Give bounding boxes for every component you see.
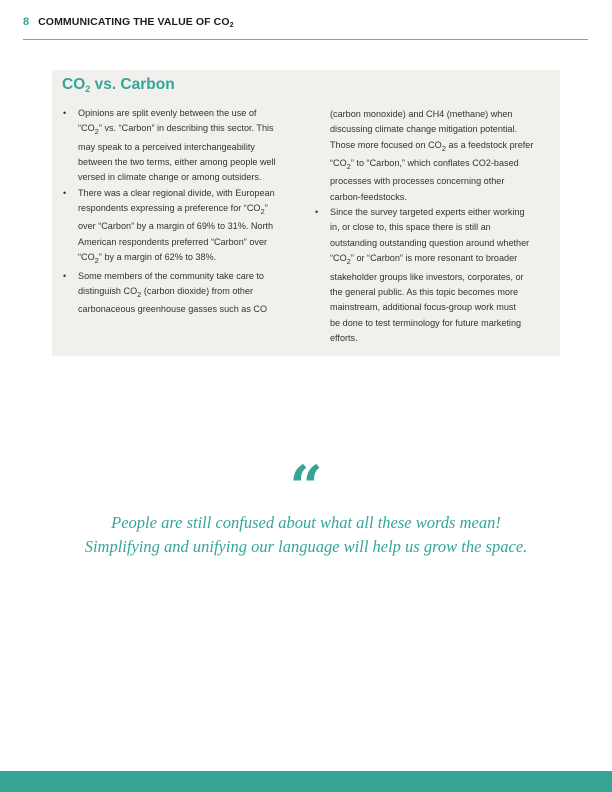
right-column: [314, 107, 546, 347]
page-header: [23, 13, 588, 40]
pull-quote: People are still confused about what all these words mean! Simplifying and unifying our language will help us grow the space.: [84, 513, 528, 556]
bullet-icon: •: [63, 270, 67, 281]
list-item: • Some members of the community take care to distinguish $CO_2$ (carbon dioxide) from other carbonaceous greenhouse gasses such as CO: [63, 270, 268, 315]
bullet-list: [62, 106, 297, 318]
list-item: • There was a clear regional divide, with European respondents expressing a preference for “$CO_2$” over “Carbon” by a margin of 69% to 31%. North American respondents preferred “Carbon” over “$CO_2$” by a margin of 62% to 38%.: [63, 187, 275, 266]
left-column: [62, 106, 297, 318]
bullet-list: [314, 205, 546, 346]
sidebar-box: [52, 70, 560, 356]
bullet-icon: •: [63, 108, 67, 118]
list-item: • Opinions are split evenly between the use of “$CO_2$” vs. “Carbon” in describing this sector. This may speak to a perceived interchangeability between the two terms, either among people well versed in climate change or among outsiders.: [63, 108, 276, 183]
running-title: COMMUNICATING THE VALUE OF $CO_2$: [38, 16, 234, 29]
page-number: 8: [23, 16, 30, 28]
box-title: $CO_2$ vs. Carbon: [62, 76, 175, 94]
quote-mark-icon: “: [289, 453, 323, 521]
footer-bar: [0, 771, 612, 792]
bullet-icon: •: [315, 207, 319, 218]
bullet-icon: •: [63, 187, 67, 198]
continued-paragraph: (carbon monoxide) and CH4 (methane) when discussing climate change mitigation potential. Those more focused on $CO_2$ as a feedstock prefer “$CO_2$” to “Carbon,” which conflates CO2-based processes with processes concerning other carbon-feedstocks.: [330, 109, 534, 202]
list-item: • Since the survey targeted experts either working in, or close to, this space there is still an outstanding outstanding question around whether “$CO_2$” or “Carbon” is more resonant to broader stakeholder groups like investors, corporates, or the general public. As this topic becomes more mainstream, additional focus-group work must be done to test terminology for future marketing efforts.: [315, 207, 530, 344]
